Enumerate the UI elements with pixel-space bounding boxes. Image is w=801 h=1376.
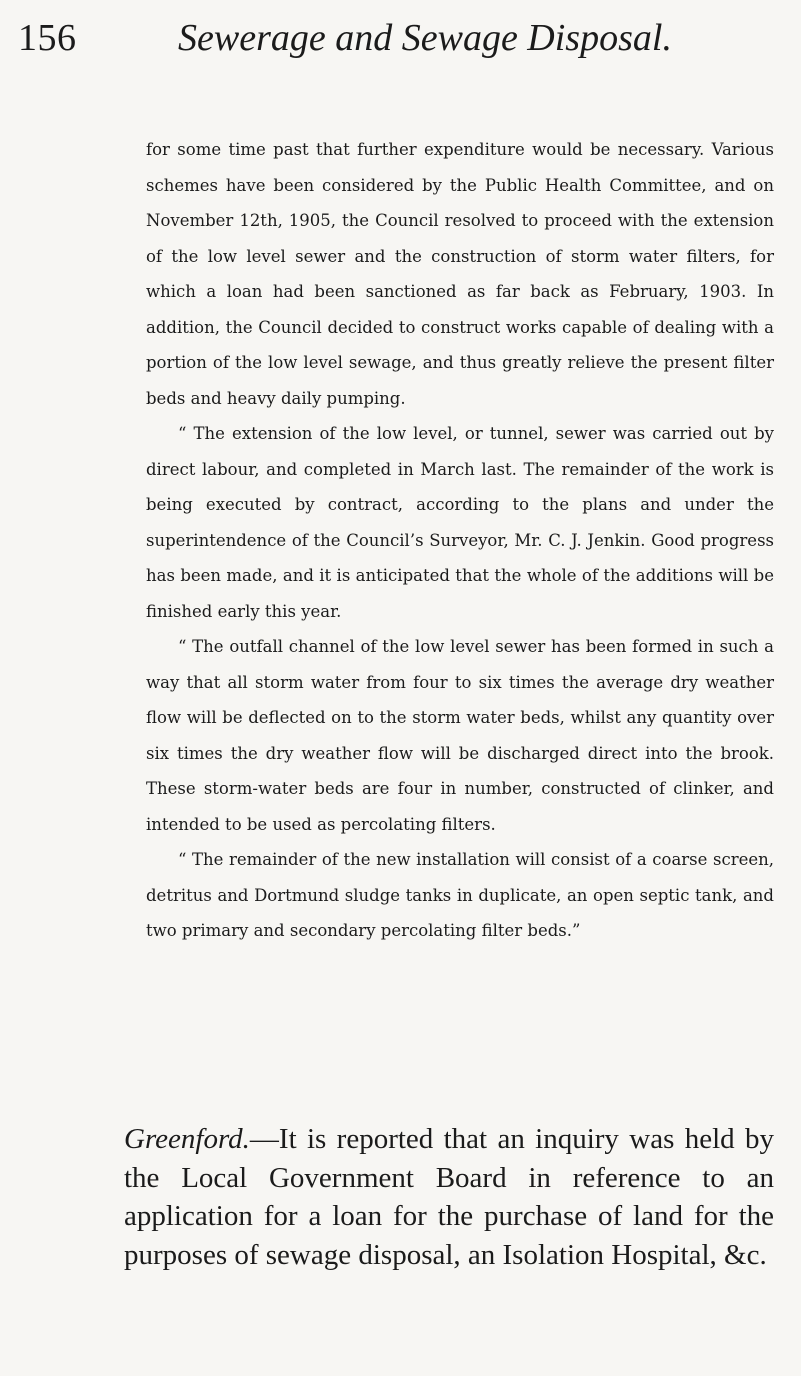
paragraph-3: “ The outfall channel of the low level sewer has been formed in such a way that all storm water from four to six times the average dry weather flow will be deflected on to the storm water beds, whilst any quantity over six times the dry weather flow will be discharged direct into the brook. These storm-water beds are four in number, constructed of clinker, and intended to be used as percolating filters. (146, 637, 774, 834)
paragraph-4: “ The remainder of the new installation will consist of a coarse screen, detritus and Dortmund sludge tanks in duplicate, an open septic tank, and two primary and secondary percolating filter beds.” (146, 850, 774, 940)
page-number: 156 (18, 17, 77, 59)
paragraph-1: for some time past that further expenditure would be necessary. Various schemes have been considered by the Public Health Committee, and on November 12th, 1905, the Council resolved to proceed with the extension of the low level sewer and the construction of storm water filters, for which a loan had been sanctioned as far back as February, 1903. In addition, the Council decided to construct works capable of dealing with a portion of the low level sewage, and thus greatly relieve the present filter beds and heavy daily pumping. (146, 140, 774, 408)
running-title: Sewerage and Sewage Disposal. (178, 17, 672, 59)
paragraph-2: “ The extension of the low level, or tunnel, sewer was carried out by direct labour, and completed in March last. The remainder of the work is being executed by contract, according to the plans and under the superintendence of the Council’s Surveyor, Mr. C. J. Jenkin. Good progress has been made, and it is anticipated that the whole of the additions will be finished early this year. (146, 424, 774, 621)
quoted-report-text (146, 132, 774, 949)
page-header (18, 8, 771, 68)
place-name: Greenford. (124, 1123, 250, 1155)
greenford-text: —It is reported that an inquiry was held by the Local Government Board in reference to an application for a loan for the purchase of land for the purposes of sewage disposal, an Isolation Hospital, &c. (124, 1123, 774, 1271)
greenford-section (124, 1120, 774, 1274)
greenford-paragraph (124, 1120, 774, 1274)
